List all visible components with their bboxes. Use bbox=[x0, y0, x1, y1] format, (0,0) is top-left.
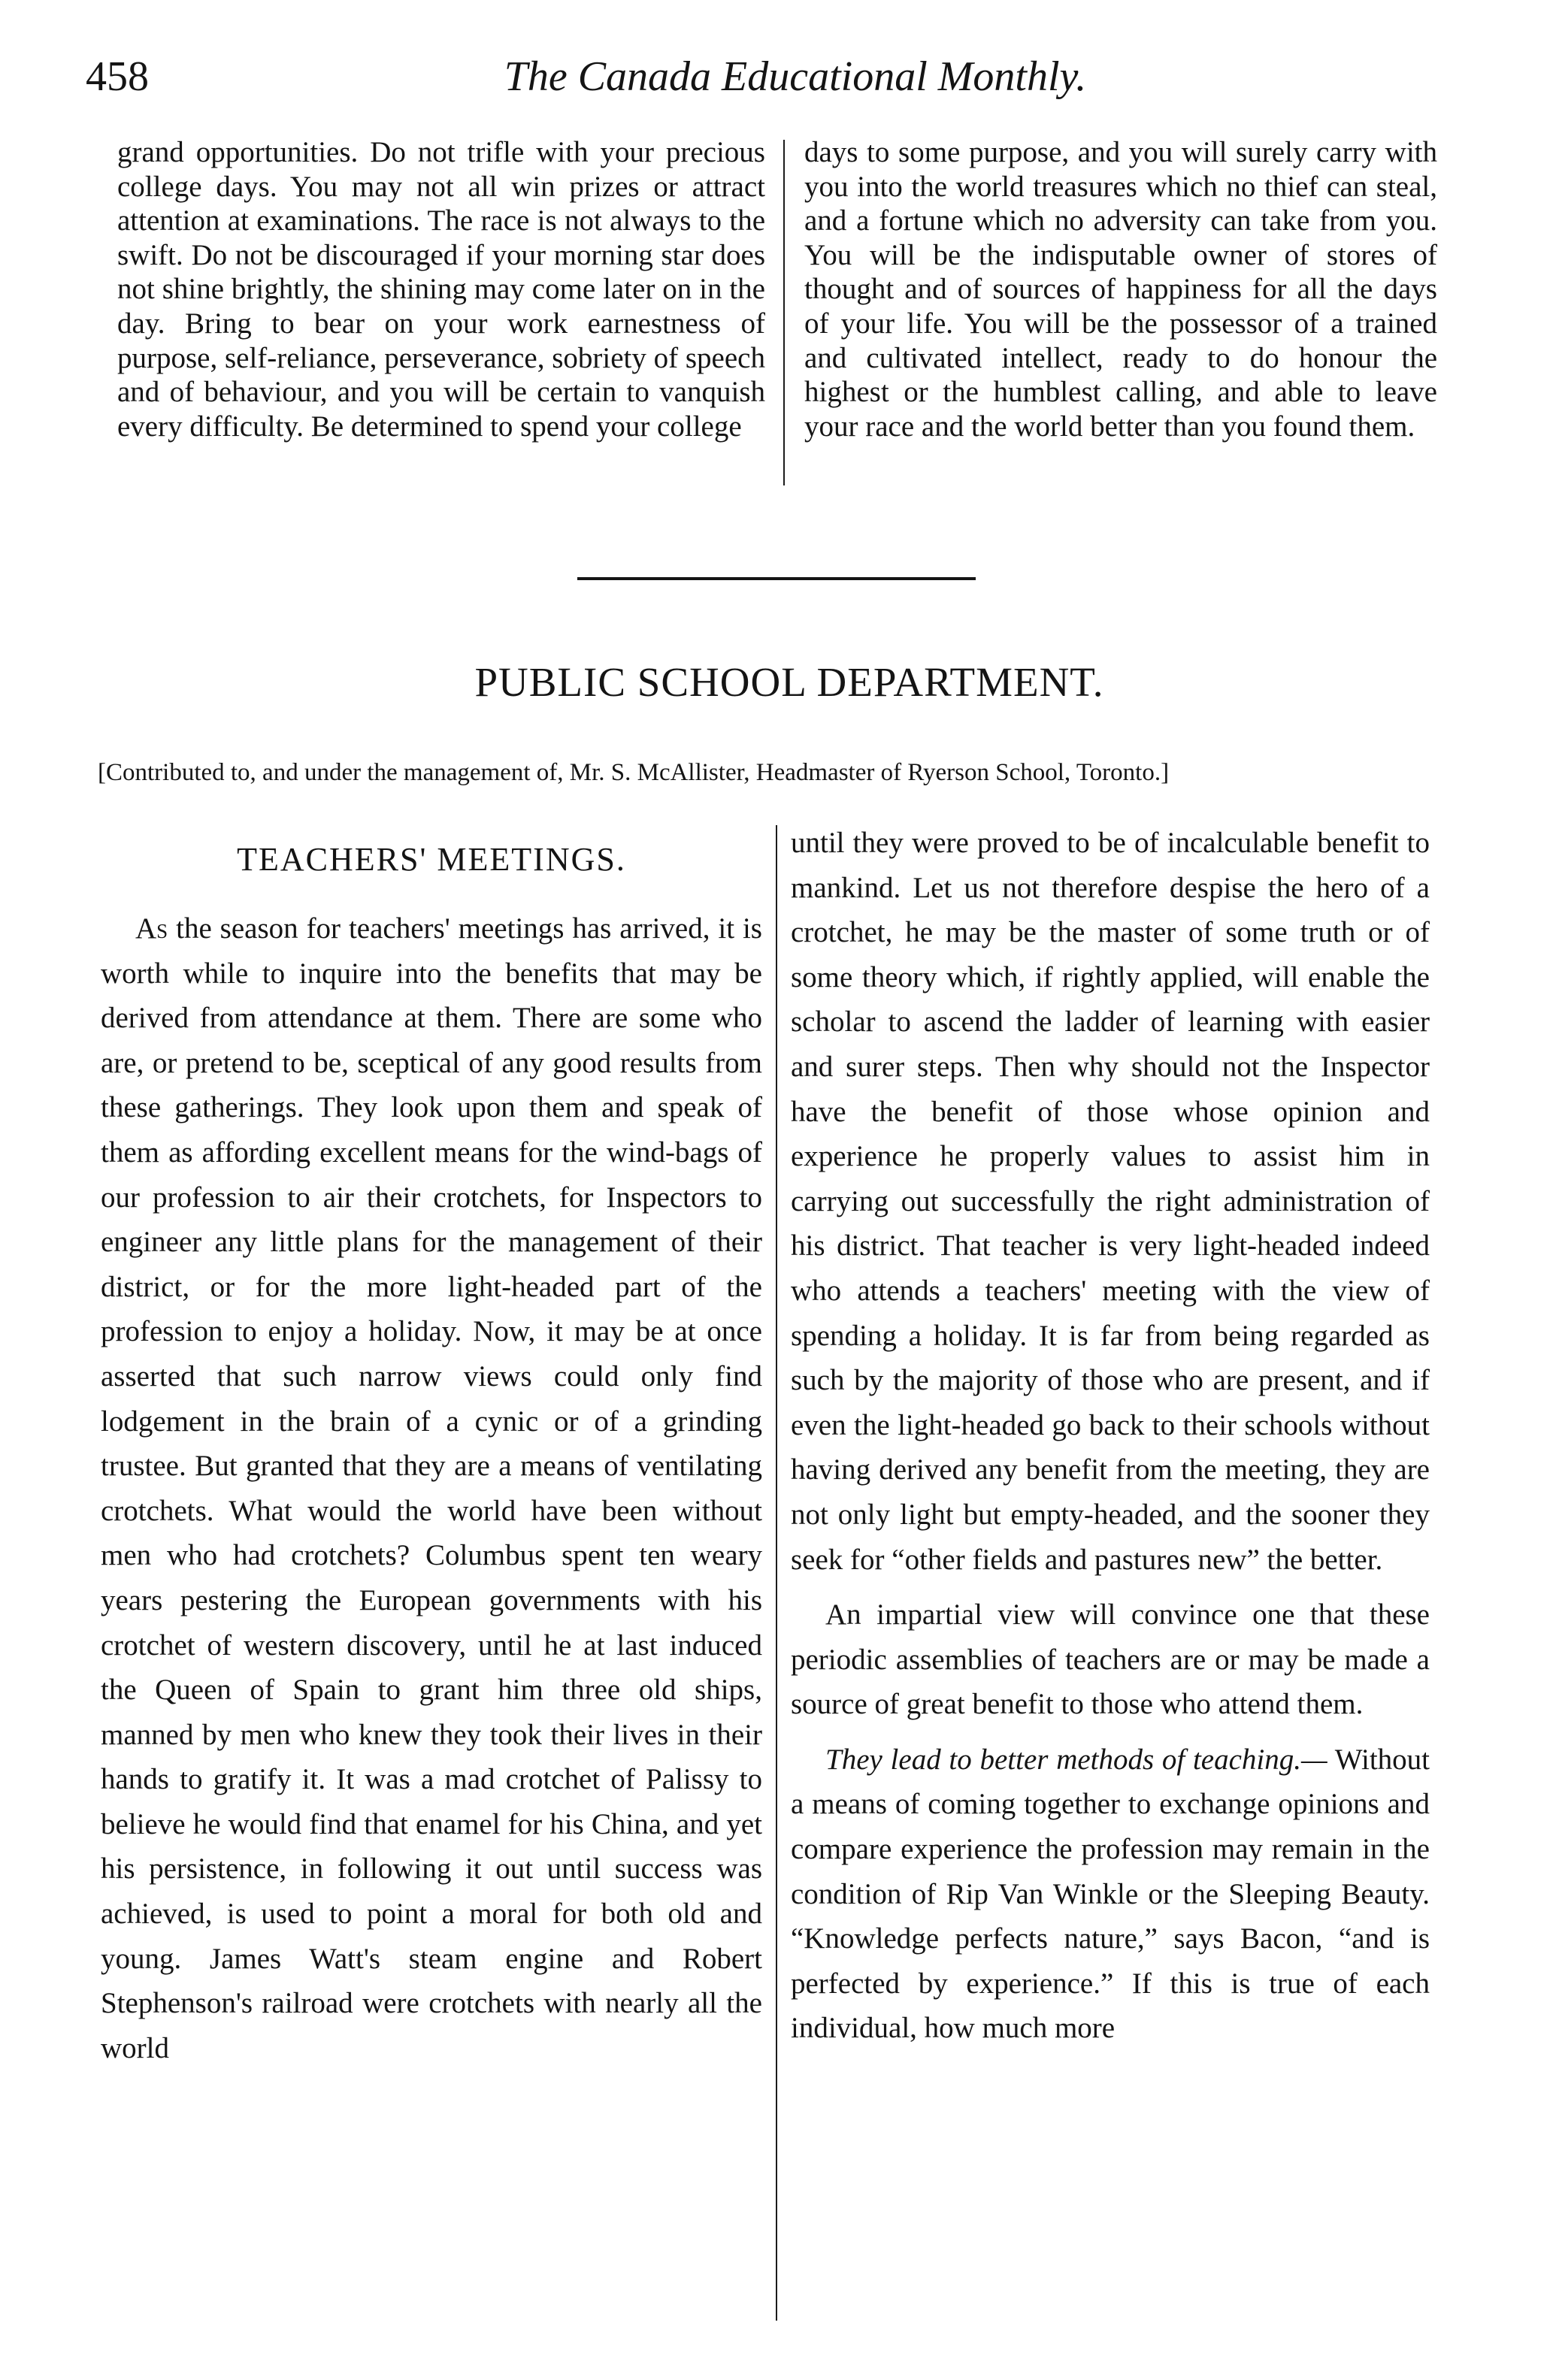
page-number: 458 bbox=[86, 53, 149, 100]
article-paragraph: until they were proved to be of incalculable benefit to mankind. Let us not therefore despise the hero of a crotchet, he may be the master of some truth or of some theory which, if rightly applied, will enable the scholar to ascend the ladder of learning with easier and surer steps. Then why should not the Inspector have the benefit of those whose opinion and experience he properly values to assist him in carrying out successfully the right administration of his district. That teacher is very light-headed indeed who attends a teachers' meeting with the view of spending a holiday. It is far from being regarded as such by the majority of those who are present, and if even the light-headed go back to their schools without having derived any benefit from the meeting, they are not only light but empty-headed, and the sooner they seek for “other fields and pastures new” the better. bbox=[791, 827, 1430, 1576]
paragraph-text: the season for teachers' meetings has arrived, it is worth while to inquire into the benefits that may be derived from attendance at them. There are some who are, or pretend to be, sceptical of any good results from these gatherings. They look upon them and speak of them as affording excellent means for the wind-bags of our profession to air their crotchets, for Inspectors to engineer any little plans for the management of their district, or for the more light-headed part of the profession to enjoy a holiday. Now, it may be at once asserted that such narrow views could only find lodgement in the brain of a cynic or of a grinding trustee. But granted that they are a means of ventilating crotchets. What would the world have been without men who had crotchets? Columbus spent ten weary years pestering the European governments with his crotchet of western discovery, until he at last induced the Queen of Spain to grant him three old ships, manned by men who knew they took their lives in their hands to gratify it. It was a mad crotchet of Palissy to believe he would find that enamel for his China, and yet his persistence, in following it out until success was achieved, is used to point a moral for both old and young. James Watt's steam engine and Robert Stephenson's railroad were crotchets with nearly all the world bbox=[101, 912, 762, 2064]
article-column-divider bbox=[776, 825, 777, 2321]
section-rule bbox=[577, 577, 976, 580]
article-paragraph bbox=[101, 906, 762, 2070]
contributed-note: [Contributed to, and under the management of, Mr. S. McAllister, Headmaster of Ryerson School, Toronto.] bbox=[98, 759, 1170, 786]
top-right-column bbox=[804, 135, 1437, 443]
article-paragraph bbox=[791, 1737, 1430, 2051]
department-heading: PUBLIC SCHOOL DEPARTMENT. bbox=[474, 659, 1104, 705]
top-left-column bbox=[117, 135, 765, 443]
top-right-paragraph: days to some purpose, and you will surely carry with you into the world treasures which no thief can steal, and a fortune which no adversity can take from you. You will be the indisputable owner of stores of thought and of sources of happiness for all the days of your life. You will be the possessor of a trained and cultivated intellect, ready to do honour the highest or the humblest calling, and able to leave your race and the world better than you found them. bbox=[804, 136, 1437, 443]
article-right-column bbox=[791, 821, 1430, 2061]
paragraph-initial-word: As bbox=[135, 912, 168, 945]
top-column-divider bbox=[783, 140, 785, 485]
article-title: TEACHERS' MEETINGS. bbox=[237, 841, 626, 878]
paragraph-text: Without a means of coming together to exchange opinions and compare experience the profession may remain in the condition of Rip Van Winkle or the Sleeping Beauty. “Knowledge perfects nature,” says Bacon, “and is perfected by experience.” If this is true of each individual, how much more bbox=[791, 1743, 1430, 2045]
top-left-paragraph: grand opportunities. Do not trifle with your precious college days. You may not all win prizes or attract attention at examinations. The race is not always to the swift. Do not be discouraged if your morning star does not shine brightly, the shining may come later on in the day. Bring to bear on your work earnestness of purpose, self-reliance, perseverance, sobriety of speech and of behaviour, and you will be certain to vanquish every difficulty. Be determined to spend your college bbox=[117, 136, 765, 443]
article-paragraph: An impartial view will convince one that these periodic assemblies of teachers are or may be made a source of great benefit to those who attend them. bbox=[791, 1598, 1430, 1721]
running-title: The Canada Educational Monthly. bbox=[504, 53, 1087, 100]
article-left-column bbox=[101, 906, 762, 2081]
paragraph-italic-lead: They lead to better methods of teaching.— bbox=[825, 1743, 1327, 1776]
